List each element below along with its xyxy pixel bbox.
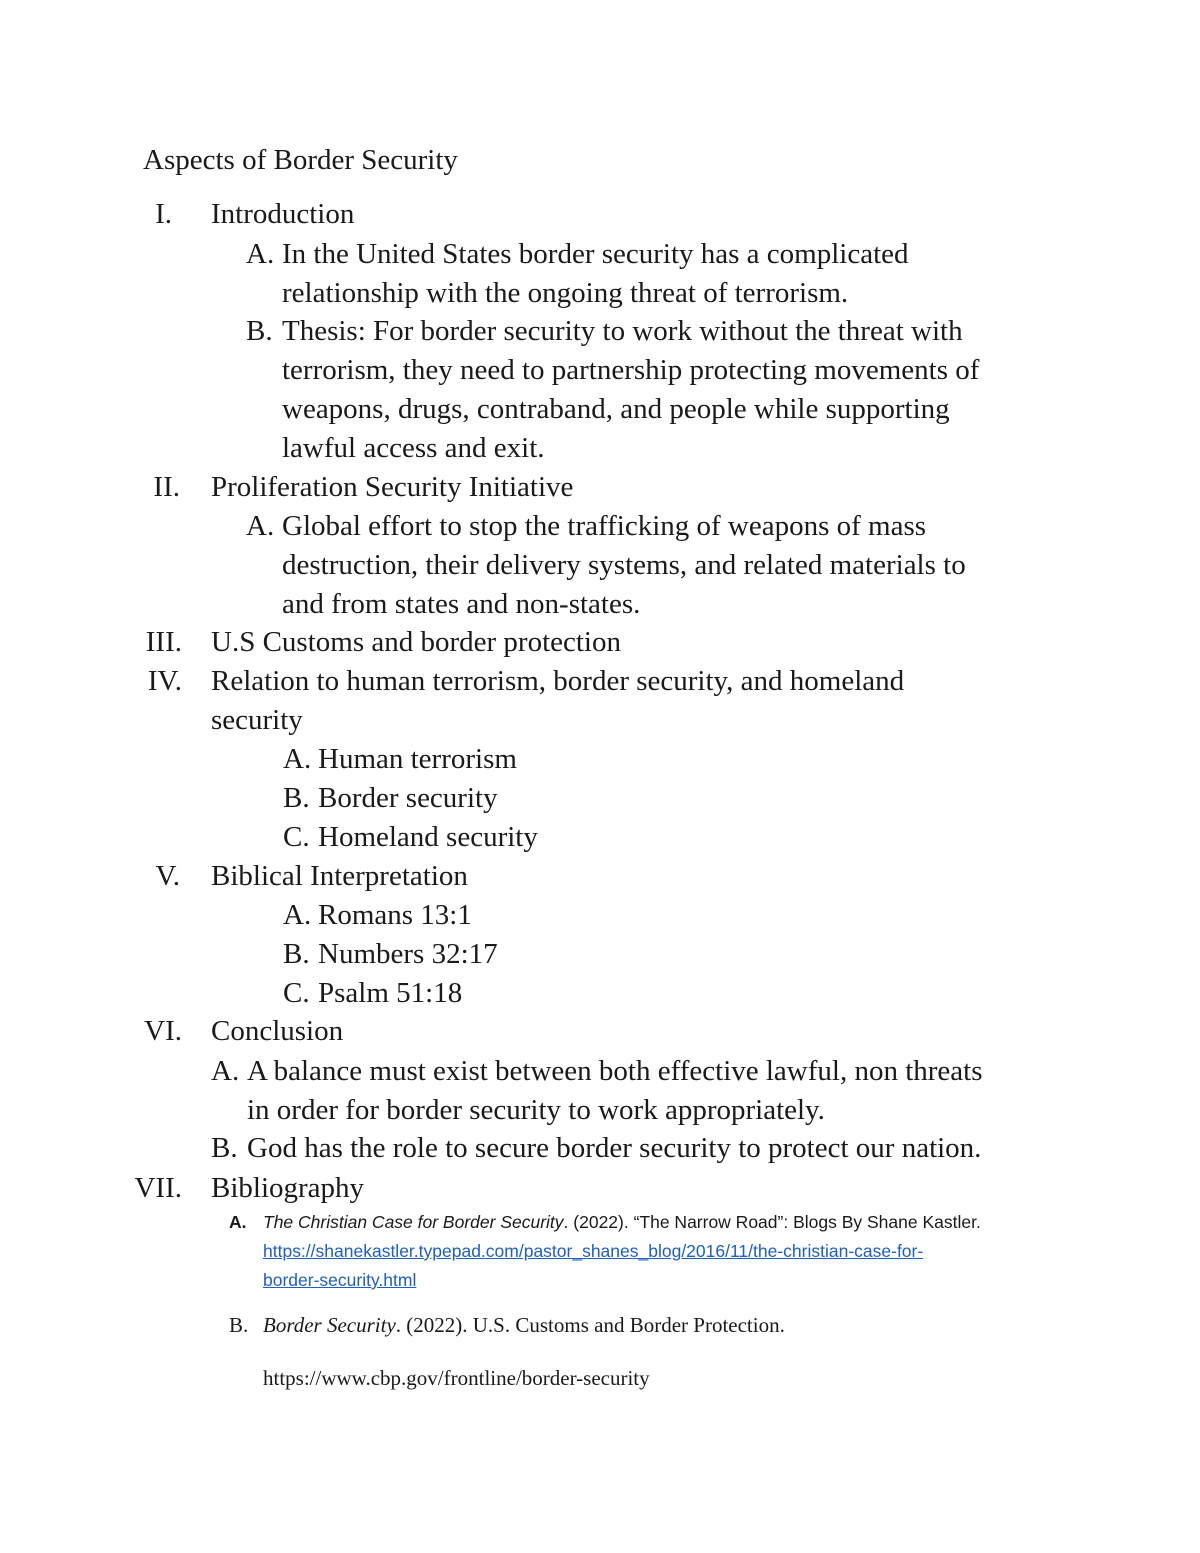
item-text: Global effort to stop the trafficking of weapons of mass [282,510,927,542]
item-text: relationship with the ongoing threat of terrorism. [282,277,849,309]
section-heading: Bibliography [211,1172,365,1204]
item-text: Homeland security [318,821,538,853]
item-letter: C. [283,821,310,853]
item-letter: B. [283,782,310,814]
item-letter: A. [246,510,275,542]
section-heading: security [211,704,303,736]
reference-title: Border Security [263,1313,396,1337]
section-numeral: I. [155,198,172,230]
section-heading: Proliferation Security Initiative [211,471,574,503]
item-letter: B. [283,938,310,970]
item-text: weapons, drugs, contraband, and people while supporting [282,393,950,425]
item-text: and from states and non-states. [282,588,641,620]
item-text: God has the role to secure border security to protect our nation. [247,1132,982,1164]
item-text: Thesis: For border security to work without the threat with [282,315,963,347]
item-text: terrorism, they need to partnership protecting movements of [282,354,980,386]
reference-details: . (2022). “The Narrow Road”: Blogs By Shane Kastler. [563,1212,981,1232]
reference-citation [263,1208,981,1236]
item-letter: B. [246,315,273,347]
reference-link[interactable]: https://shanekastler.typepad.com/pastor_shanes_blog/2016/11/the-christian-case-for- [263,1241,924,1261]
item-text: Psalm 51:18 [318,977,463,1009]
reference-letter: B. [229,1313,249,1337]
item-text: lawful access and exit. [282,432,545,464]
section-heading: Conclusion [211,1015,344,1047]
section-heading: U.S Customs and border protection [211,626,621,658]
reference-link[interactable]: border-security.html [263,1270,417,1290]
section-numeral: VII. [134,1172,182,1204]
item-letter: A. [283,743,312,775]
section-numeral: V. [155,860,180,892]
reference-letter: A. [229,1212,247,1232]
item-text: destruction, their delivery systems, and related materials to [282,549,966,581]
reference-title: The Christian Case for Border Security [263,1212,564,1232]
item-text: Border security [318,782,498,814]
item-letter: A. [246,238,275,270]
item-text: Romans 13:1 [318,899,472,931]
item-text: in order for border security to work appropriately. [247,1094,825,1126]
reference-citation [263,1310,785,1340]
item-letter: C. [283,977,310,1009]
section-numeral: IV. [147,665,182,697]
section-numeral: III. [145,626,182,658]
section-numeral: VI. [144,1015,182,1047]
item-letter: A. [211,1055,240,1087]
item-text: A balance must exist between both effective lawful, non threats [247,1055,983,1087]
section-heading: Biblical Interpretation [211,860,468,892]
item-text: In the United States border security has a complicated [282,238,909,270]
reference-url: https://www.cbp.gov/frontline/border-security [263,1366,650,1390]
document-title: Aspects of Border Security [143,144,458,176]
reference-details: . (2022). U.S. Customs and Border Protection. [395,1313,785,1337]
item-letter: A. [283,899,312,931]
item-text: Numbers 32:17 [318,938,498,970]
item-letter: B. [211,1132,238,1164]
section-heading: Introduction [211,198,355,230]
item-text: Human terrorism [318,743,517,775]
section-numeral: II. [153,471,180,503]
section-heading: Relation to human terrorism, border security, and homeland [211,665,905,697]
